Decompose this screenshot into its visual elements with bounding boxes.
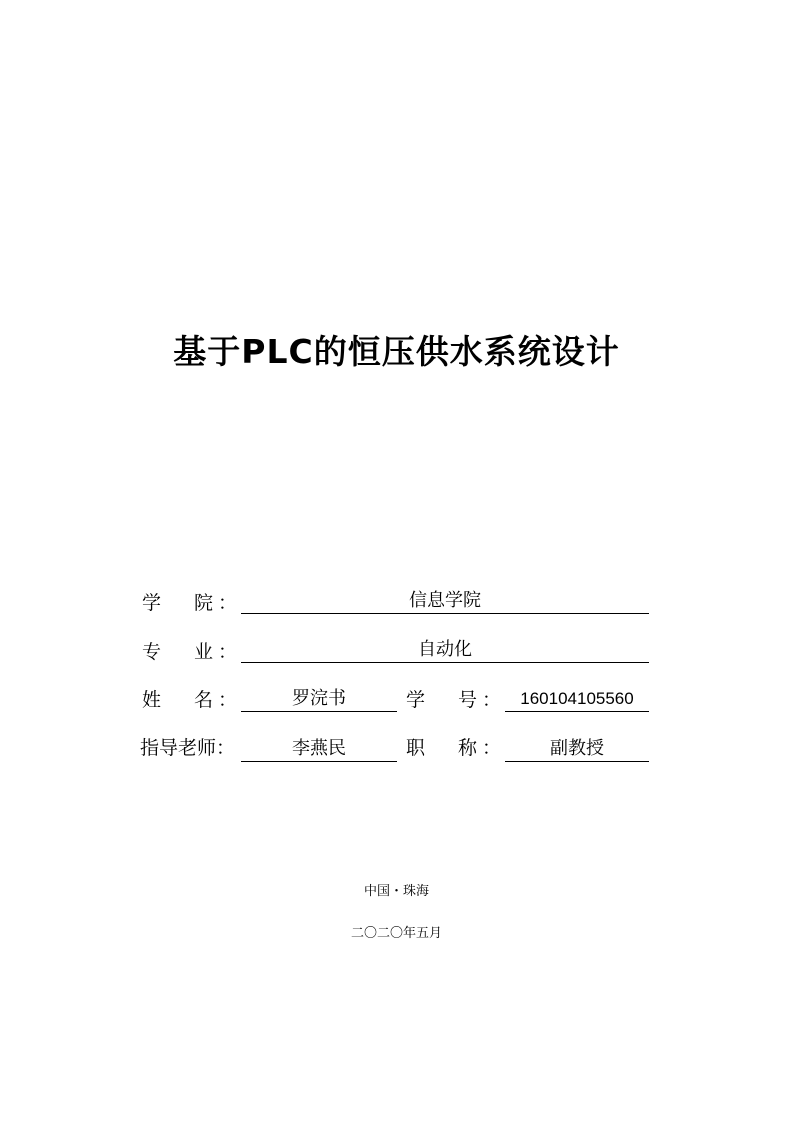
place-text: 中国・珠海 bbox=[363, 884, 429, 899]
student-id-value: 160104105560 bbox=[505, 687, 649, 712]
thesis-title: 基于PLC的恒压供水系统设计 bbox=[173, 332, 620, 371]
student-id-label: 学 号 ： bbox=[406, 689, 502, 711]
major-value: 自动化 bbox=[241, 638, 649, 663]
name-label: 姓 名 ： bbox=[142, 689, 238, 711]
advisor-value: 李燕民 bbox=[241, 737, 397, 762]
advisor-label: 指导老师： bbox=[140, 737, 236, 759]
college-label: 学 院 ： bbox=[142, 592, 238, 614]
name-value: 罗浣书 bbox=[241, 687, 397, 712]
date-text: 二〇二〇年五月 bbox=[350, 926, 442, 941]
advisor-title-label: 职 称 ： bbox=[406, 737, 502, 759]
major-label: 专 业 ： bbox=[142, 641, 238, 663]
advisor-title-value: 副教授 bbox=[505, 737, 649, 762]
college-value: 信息学院 bbox=[241, 589, 649, 614]
